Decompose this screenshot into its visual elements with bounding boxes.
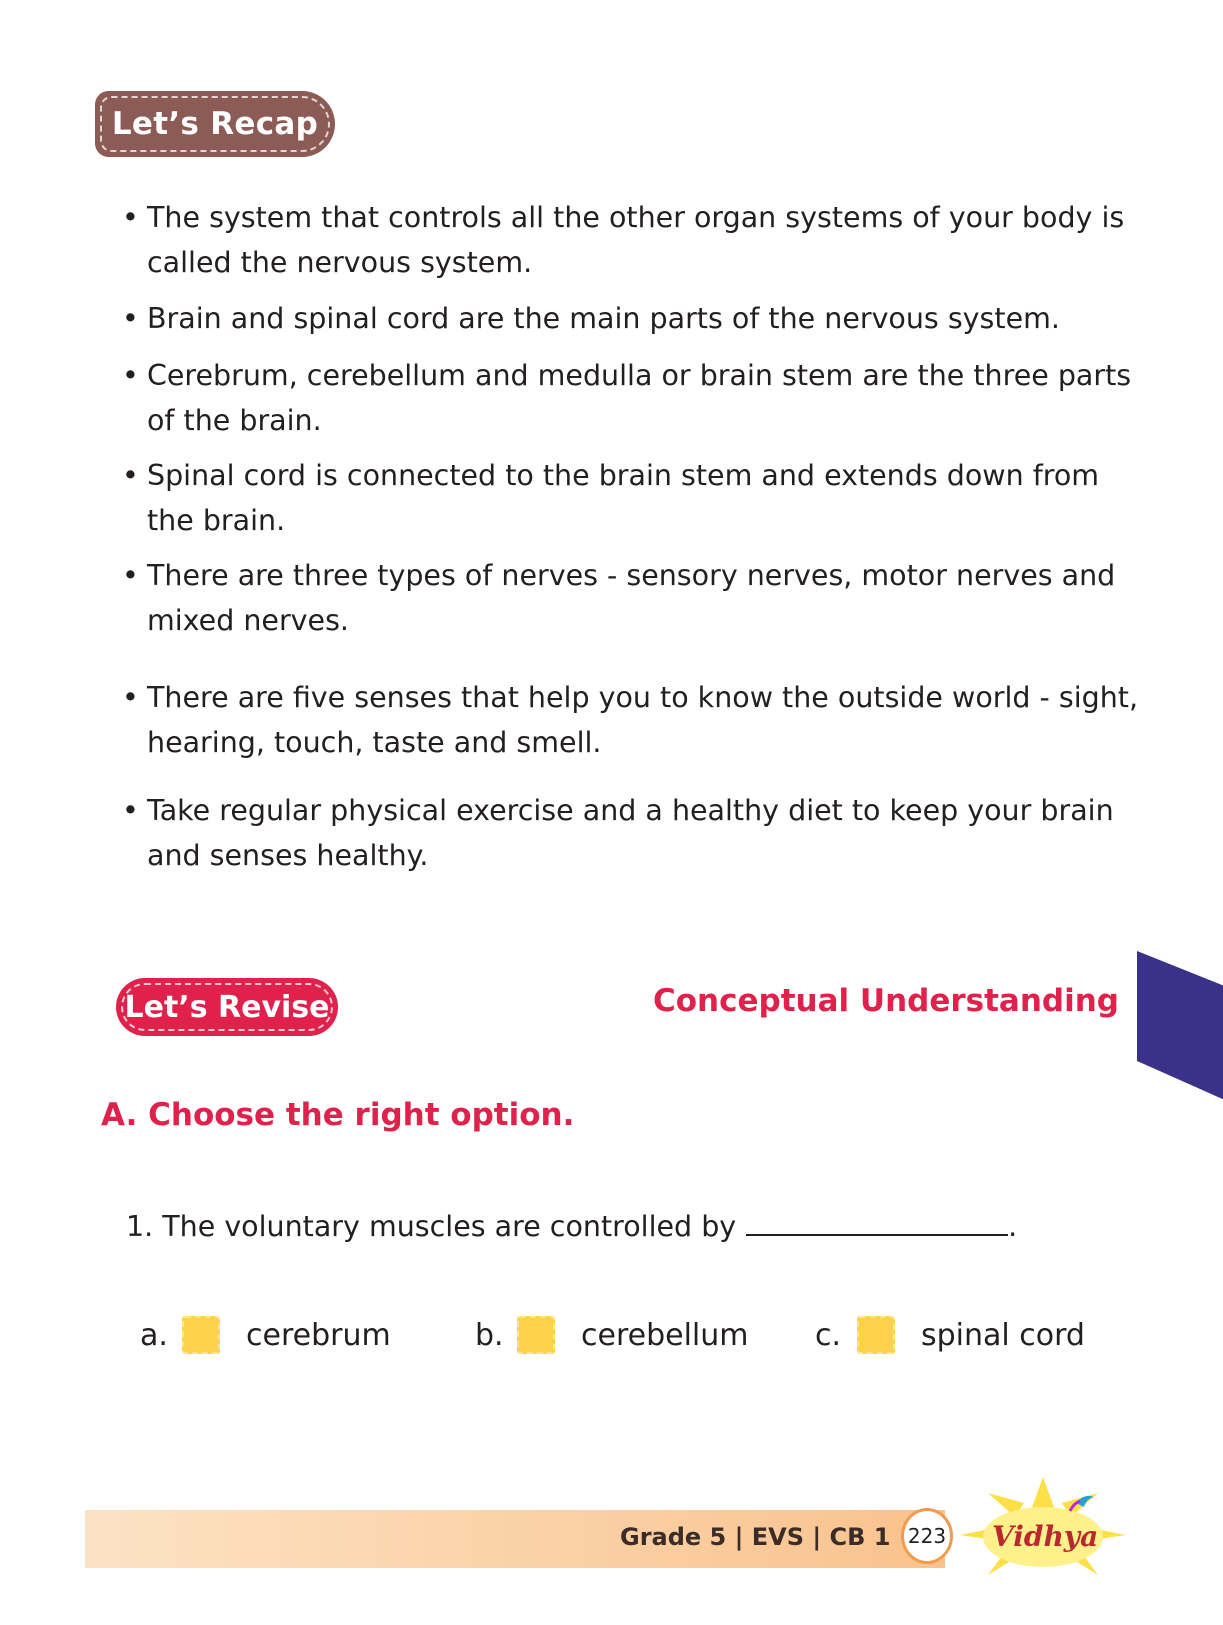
page-number: 223 [907, 1524, 947, 1548]
option-letter: a. [140, 1317, 168, 1353]
question-1-text: 1. The voluntary muscles are controlled by [126, 1210, 737, 1243]
option-letter: c. [815, 1317, 842, 1353]
recap-heading-pill [95, 91, 335, 157]
recap-item: • Take regular physical exercise and a healthy diet to keep your brain and senses healthy. [120, 788, 1140, 878]
side-tab-decoration [1137, 951, 1223, 1101]
answer-blank[interactable] [746, 1208, 1008, 1236]
option-b[interactable] [475, 1316, 749, 1354]
category-heading: Conceptual Understanding [652, 983, 1119, 1019]
recap-item: • Spinal cord is connected to the brain stem and extends down from the brain. [120, 453, 1140, 543]
option-text: spinal cord [921, 1317, 1085, 1353]
option-letter: b. [475, 1317, 504, 1353]
option-c[interactable] [815, 1316, 1085, 1354]
page-number-badge [901, 1508, 953, 1564]
logo-wordmark: Vidhya [992, 1520, 1099, 1553]
recap-item: • The system that controls all the other organ systems of your body is called the nervous system. [120, 195, 1140, 285]
revise-heading-pill [116, 978, 338, 1036]
option-text: cerebellum [581, 1317, 749, 1353]
footer-label: Grade 5 | EVS | CB 1 [620, 1523, 891, 1551]
question-1 [126, 1208, 1017, 1243]
recap-title: Let’s Recap [111, 106, 319, 142]
option-text: cerebrum [246, 1317, 391, 1353]
option-a[interactable] [140, 1316, 391, 1354]
revise-title: Let’s Revise [124, 989, 330, 1025]
option-checkbox[interactable] [182, 1316, 220, 1354]
option-checkbox[interactable] [857, 1316, 895, 1354]
recap-item: • Brain and spinal cord are the main parts of the nervous system. [120, 296, 1140, 341]
option-checkbox[interactable] [517, 1316, 555, 1354]
section-a-heading: A. Choose the right option. [101, 1097, 575, 1133]
recap-item: • Cerebrum, cerebellum and medulla or brain stem are the three parts of the brain. [120, 353, 1140, 443]
recap-item: • There are three types of nerves - sensory nerves, motor nerves and mixed nerves. [120, 553, 1140, 643]
question-1-end: . [1008, 1210, 1018, 1243]
recap-item: • There are five senses that help you to know the outside world - sight, hearing, touch, taste and smell. [120, 675, 1140, 765]
